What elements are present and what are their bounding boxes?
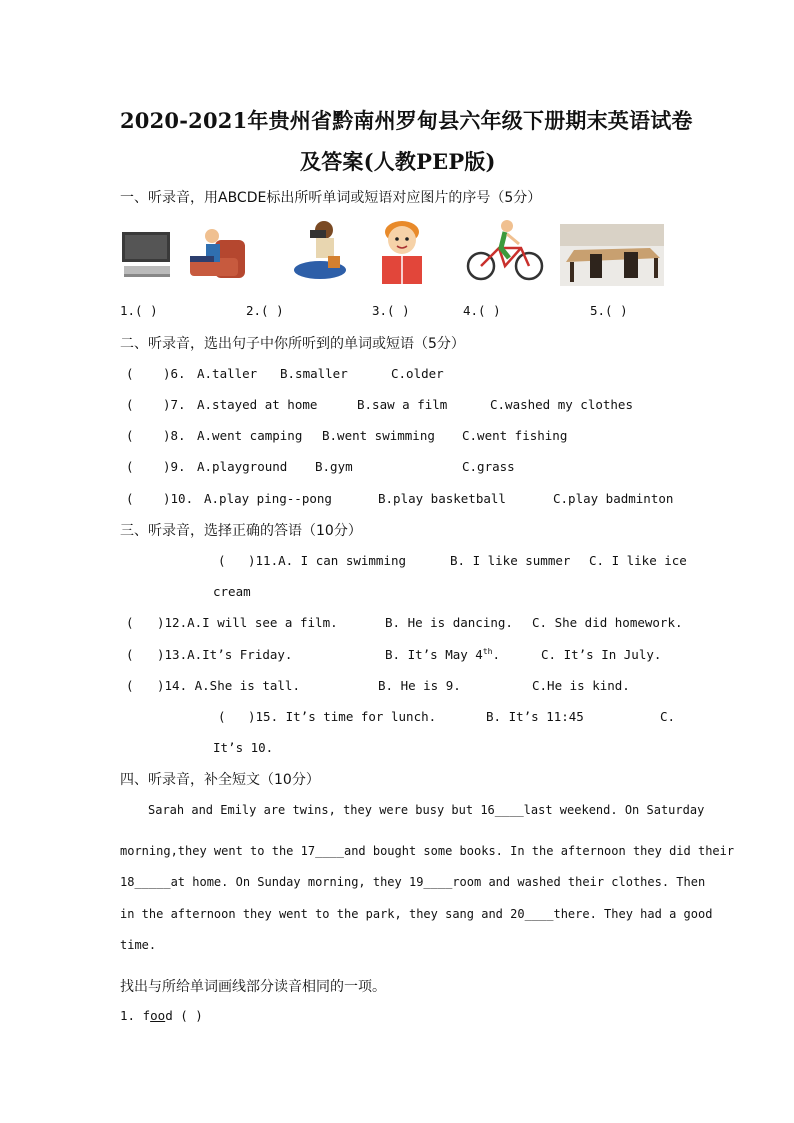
question-number: )7.: [163, 397, 186, 412]
option-a: )14. A.She is tall.: [157, 678, 300, 693]
passage-line-1: Sarah and Emily are twins, they were busy but 16____last weekend. On Saturday: [148, 803, 705, 817]
option-b-period: .: [492, 647, 501, 663]
cycling-picture: [465, 218, 547, 282]
question-number: )9.: [163, 459, 186, 474]
option-c: C.washed my clothes: [490, 397, 633, 412]
option-b: B. He is 9.: [378, 678, 461, 693]
answer-paren[interactable]: (: [218, 553, 226, 568]
section3-heading: 三、听录音，选择正确的答语（10分）: [120, 523, 362, 539]
answer-paren[interactable]: (: [126, 397, 134, 412]
option-c: C.play badminton: [553, 491, 674, 506]
word-suffix: d: [165, 1008, 173, 1023]
answer-5[interactable]: 5.( ): [590, 303, 628, 318]
answer-paren[interactable]: (: [126, 615, 134, 630]
answer-2[interactable]: 2.( ): [246, 303, 284, 318]
option-b: B.play basketball: [378, 491, 506, 506]
section4-heading: 四、听录音，补全短文（10分）: [120, 772, 320, 788]
phonics-question-1: [120, 1008, 203, 1023]
option-c: C.grass: [462, 459, 515, 474]
answer-paren[interactable]: (: [126, 366, 134, 381]
option-b: B. He is dancing.: [385, 615, 513, 630]
option-b-text: B. It’s May 4: [385, 647, 483, 663]
option-c: C.: [660, 709, 676, 724]
option-a: )13.A.It’s Friday.: [157, 647, 293, 662]
option-b: B.saw a film: [357, 397, 448, 412]
option-c: C.older: [391, 366, 444, 381]
option-a: A.playground: [197, 459, 288, 474]
page-title-line2: 及答案(人教PEP版): [300, 149, 496, 174]
passage-line-2: morning,they went to the 17____and bought some books. In the afternoon they did their: [120, 844, 735, 858]
question-number: )8.: [163, 428, 186, 443]
section5-heading: 找出与所给单词画线部分读音相同的一项。: [120, 979, 386, 995]
page-title: 2020-2021年贵州省黔南州罗甸县六年级下册期末英语试卷: [120, 108, 693, 133]
option-b-superscript: th: [482, 647, 493, 656]
option-c: C. She did homework.: [532, 615, 683, 630]
option-c: C.went fishing: [462, 428, 568, 443]
photographer-picture: [288, 218, 350, 282]
option-a: )11.A. I can swimming: [248, 553, 407, 568]
option-a: A.went camping: [197, 428, 303, 443]
passage-line-4: in the afternoon they went to the park, they sang and 20____there. They had a good: [120, 907, 713, 921]
passage-line-5: time.: [120, 938, 157, 952]
option-a: )12.A.I will see a film.: [157, 615, 338, 630]
option-a: A.stayed at home: [197, 397, 318, 412]
option-b: B.went swimming: [322, 428, 435, 443]
option-b: B.smaller: [280, 366, 348, 381]
answer-paren[interactable]: (: [126, 428, 134, 443]
answer-paren[interactable]: ( ): [180, 1008, 203, 1023]
answer-3[interactable]: 3.( ): [372, 303, 410, 318]
option-b: B.gym: [315, 459, 353, 474]
answer-paren[interactable]: (: [126, 678, 134, 693]
word-prefix: f: [142, 1008, 151, 1023]
option-c-continued: cream: [213, 584, 251, 599]
answer-paren[interactable]: (: [126, 459, 134, 474]
question-number: )10.: [163, 491, 194, 506]
option-c: C.He is kind.: [532, 678, 630, 693]
passage-line-3: 18_____at home. On Sunday morning, they 19____room and washed their clothes. Then: [120, 875, 706, 889]
option-a: A.play ping--pong: [204, 491, 332, 506]
answer-4[interactable]: 4.( ): [463, 303, 501, 318]
reading-boy-picture: [378, 220, 426, 286]
dining-table-picture: [560, 224, 664, 286]
tv-watching-picture: [120, 222, 248, 284]
option-c: C. It’s In July.: [541, 647, 662, 662]
word: [143, 1008, 173, 1023]
section1-heading: 一、听录音，用ABCDE标出所听单词或短语对应图片的序号（5分）: [120, 190, 542, 206]
option-b: B. I like summer: [450, 553, 571, 568]
answer-1[interactable]: 1.( ): [120, 303, 158, 318]
section2-heading: 二、听录音，选出句子中你所听到的单词或短语（5分）: [120, 336, 465, 352]
option-a: )15. It’s time for lunch.: [248, 709, 437, 724]
underlined-letters: oo: [150, 1008, 166, 1023]
option-b: [385, 647, 500, 662]
question-number: 1.: [120, 1008, 136, 1023]
option-b: B. It’s 11:45: [486, 709, 584, 724]
option-c: C. I like ice: [589, 553, 687, 568]
question-number: )6.: [163, 366, 186, 381]
option-a: A.taller: [197, 366, 258, 381]
option-c-continued: It’s 10.: [213, 740, 274, 755]
answer-paren[interactable]: (: [126, 647, 134, 662]
answer-paren[interactable]: (: [218, 709, 226, 724]
answer-paren[interactable]: (: [126, 491, 134, 506]
